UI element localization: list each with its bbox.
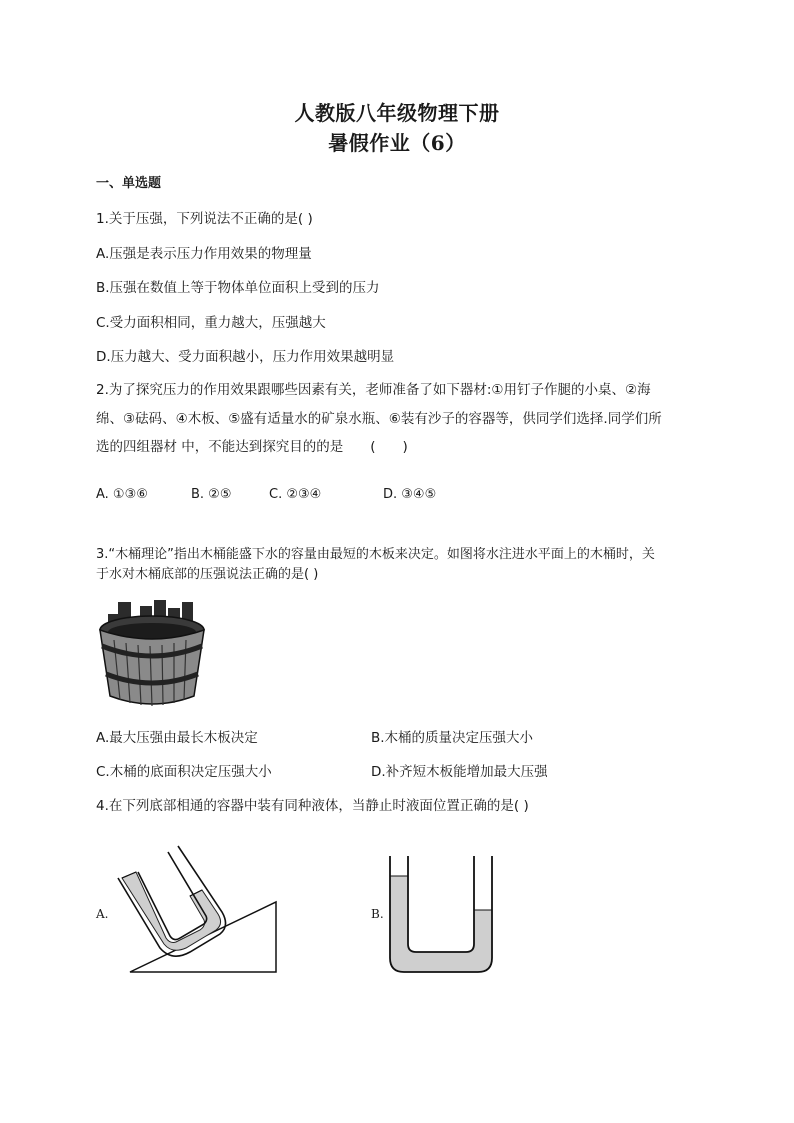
q2-option-c: C. ②③④: [269, 487, 322, 502]
q2-stem-line2: 绵、③砝码、④木板、⑤盛有适量水的矿泉水瓶、⑥装有沙子的容器等，供同学们选择.同学们所: [96, 411, 662, 427]
q4-figure-b-u-tube: [386, 854, 498, 976]
q3-option-d: D.补齐短木板能增加最大压强: [371, 764, 548, 780]
q4-figure-b-label: B.: [371, 907, 384, 921]
q1-option-d: D.压力越大、受力面积越小，压力作用效果越明显: [96, 349, 395, 365]
q3-stem-line1: 3.“木桶理论”指出木桶能盛下水的容量由最短的木板来决定。如图将水注进水平面上的木桶时，关: [96, 547, 655, 562]
q2-option-b: B. ②⑤: [191, 487, 232, 502]
q2-stem-line3: 选的四组器材 中，不能达到探究目的的是 ( ): [96, 439, 408, 455]
q4-stem: 4.在下列底部相通的容器中装有同种液体，当静止时液面位置正确的是( ): [96, 798, 529, 814]
q3-stem-line2: 于水对木桶底部的压强说法正确的是( ): [96, 567, 319, 582]
wooden-bucket-image: [96, 596, 208, 712]
q4-figure-a-tilted-u-tube: [114, 844, 284, 976]
q2-option-a: A. ①③⑥: [96, 487, 148, 502]
q1-option-b: B.压强在数值上等于物体单位面积上受到的压力: [96, 280, 380, 296]
q1-option-a: A.压强是表示压力作用效果的物理量: [96, 246, 312, 262]
q2-option-d: D. ③④⑤: [383, 487, 437, 502]
q3-option-a: A.最大压强由最长木板决定: [96, 730, 258, 746]
page-title: 人教版八年级物理下册: [294, 101, 500, 125]
q3-option-c: C.木桶的底面积决定压强大小: [96, 764, 272, 780]
page-subtitle: 暑假作业（6）: [328, 131, 466, 155]
q2-stem-line1: 2.为了探究压力的作用效果跟哪些因素有关，老师准备了如下器材:①用钉子作腿的小桌、②海: [96, 382, 651, 398]
q3-option-b: B.木桶的质量决定压强大小: [371, 730, 534, 746]
q4-figure-a-label: A.: [96, 907, 109, 921]
q1-stem: 1.关于压强，下列说法不正确的是( ): [96, 211, 313, 227]
section-heading: 一、单选题: [96, 176, 162, 191]
q1-option-c: C.受力面积相同，重力越大，压强越大: [96, 315, 326, 331]
